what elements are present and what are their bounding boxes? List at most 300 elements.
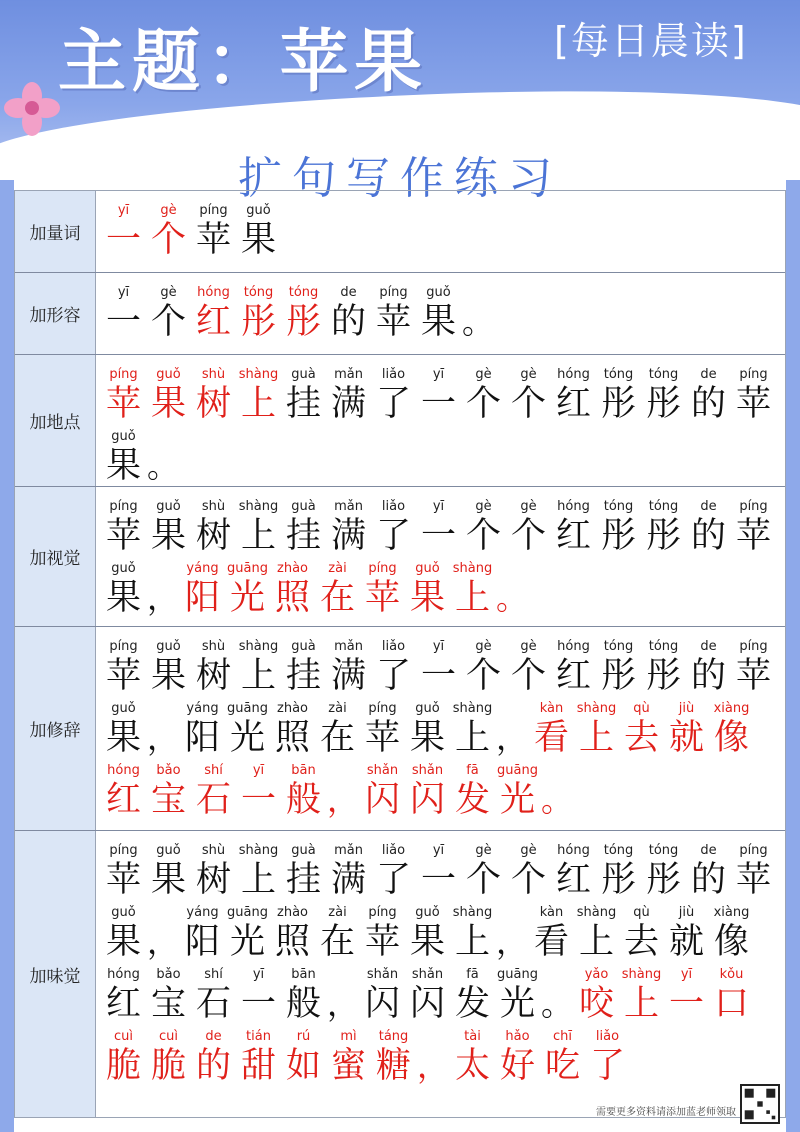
hanzi-cell: [551, 843, 596, 901]
pinyin: shǎn: [366, 967, 399, 982]
hanzi: 果: [409, 922, 445, 962]
hanzi-cell: [146, 285, 191, 343]
pinyin: yǎo: [584, 967, 609, 982]
pinyin: liǎo: [381, 367, 406, 382]
series-tag: [每日晨读]: [554, 19, 748, 63]
pinyin: hóng: [557, 843, 590, 858]
hanzi-cell: [236, 967, 281, 1025]
hanzi-cell: [371, 499, 416, 557]
hanzi: 苹: [735, 384, 771, 424]
hanzi-cell: [641, 499, 686, 557]
hanzi: 苹: [364, 718, 400, 758]
hanzi-cell: [416, 639, 461, 697]
hanzi-cell: [236, 639, 281, 697]
hanzi-cell: [281, 843, 326, 901]
hanzi-cell: [180, 561, 225, 619]
hanzi-cell: [416, 367, 461, 425]
hanzi: 一: [420, 656, 456, 696]
hanzi: 个: [150, 220, 186, 260]
hanzi: 的: [330, 302, 366, 342]
hanzi: 苹: [735, 516, 771, 556]
hanzi: 个: [465, 656, 501, 696]
hanzi-cell: [360, 701, 405, 759]
hanzi-cell: [146, 203, 191, 261]
hanzi-cell: [236, 285, 281, 343]
hanzi-cell: [450, 763, 495, 821]
pinyin: guà: [291, 639, 316, 654]
pinyin: de: [700, 843, 717, 858]
hanzi: 咬: [578, 984, 614, 1024]
hanzi: 发: [454, 780, 490, 820]
hanzi-cell: [236, 1029, 281, 1087]
pinyin: shàng: [452, 561, 493, 576]
pinyin: guāng: [227, 905, 268, 920]
text-line: [101, 1025, 779, 1087]
hanzi: 挂: [285, 516, 321, 556]
pinyin: jiù: [678, 905, 695, 920]
hanzi-cell: [416, 285, 461, 343]
pinyin: hóng: [557, 639, 590, 654]
hanzi-cell: [236, 763, 281, 821]
pinyin: shù: [201, 499, 226, 514]
pinyin: gè: [160, 203, 177, 218]
pinyin: hóng: [107, 763, 140, 778]
row-add-vision: [15, 487, 785, 627]
punctuation: [416, 1029, 450, 1087]
hanzi-cell: [326, 285, 371, 343]
pinyin: bān: [291, 763, 316, 778]
row-content: [101, 363, 779, 487]
pinyin: hóng: [197, 285, 230, 300]
pinyin: píng: [199, 203, 228, 218]
pinyin: guǒ: [415, 701, 440, 716]
hanzi-cell: [360, 967, 405, 1025]
pinyin: tài: [464, 1029, 481, 1044]
hanzi: 闪: [409, 780, 445, 820]
hanzi: 上: [454, 718, 490, 758]
hanzi: 。: [461, 303, 494, 341]
hanzi-cell: [146, 499, 191, 557]
pinyin: guǒ: [156, 499, 181, 514]
hanzi: 苹: [195, 220, 231, 260]
pinyin: de: [700, 639, 717, 654]
row-label: 加味觉: [15, 831, 96, 1117]
hanzi-cell: [585, 1029, 630, 1087]
row-label: 加量词: [15, 191, 96, 272]
hanzi-cell: [641, 639, 686, 697]
pinyin: yī: [252, 967, 265, 982]
pinyin: tóng: [243, 285, 274, 300]
pinyin: píng: [739, 367, 768, 382]
pinyin: guǒ: [111, 905, 136, 920]
hanzi-cell: [146, 1029, 191, 1087]
hanzi-cell: [281, 763, 326, 821]
hanzi-cell: [281, 499, 326, 557]
exercise-table: [14, 190, 786, 1118]
hanzi-cell: [450, 967, 495, 1025]
hanzi: 去: [623, 718, 659, 758]
pinyin: cuì: [114, 1029, 133, 1044]
hanzi-cell: [405, 763, 450, 821]
pinyin: shàng: [238, 843, 279, 858]
hanzi-cell: [461, 639, 506, 697]
row-content: [101, 635, 779, 821]
hanzi: 苹: [105, 656, 141, 696]
pinyin: guǒ: [415, 905, 440, 920]
pinyin: píng: [109, 639, 138, 654]
hanzi-cell: [236, 367, 281, 425]
hanzi: 光: [229, 578, 265, 618]
pinyin: yáng: [186, 701, 219, 716]
hanzi: 上: [454, 578, 490, 618]
hanzi: 。: [540, 781, 573, 819]
page-title: 主题：苹果: [58, 23, 429, 102]
hanzi-cell: [146, 763, 191, 821]
hanzi: 满: [330, 384, 366, 424]
hanzi-cell: [101, 1029, 146, 1087]
row-content: [101, 839, 779, 1087]
hanzi-cell: [315, 701, 360, 759]
pinyin: xiàng: [713, 905, 750, 920]
hanzi: 一: [105, 302, 141, 342]
pinyin: guāng: [497, 967, 538, 982]
hanzi-cell: [371, 367, 416, 425]
pinyin: guà: [291, 367, 316, 382]
pinyin: zhào: [277, 701, 308, 716]
hanzi: 上: [240, 384, 276, 424]
pinyin: liǎo: [381, 843, 406, 858]
hanzi: ，: [146, 719, 179, 757]
hanzi: 上: [454, 922, 490, 962]
pinyin: gè: [160, 285, 177, 300]
hanzi: 阳: [184, 922, 220, 962]
pinyin: tóng: [603, 639, 634, 654]
pinyin: shù: [201, 367, 226, 382]
pinyin: shǎn: [411, 967, 444, 982]
hanzi: 果: [150, 516, 186, 556]
hanzi: 挂: [285, 860, 321, 900]
right-border: [786, 180, 800, 1132]
hanzi: 口: [713, 984, 749, 1024]
hanzi-cell: [225, 905, 270, 963]
hanzi: 发: [454, 984, 490, 1024]
pinyin: shí: [204, 967, 223, 982]
pinyin: tóng: [603, 843, 634, 858]
hanzi-cell: [461, 367, 506, 425]
hanzi-cell: [315, 561, 360, 619]
hanzi-cell: [326, 367, 371, 425]
pinyin: kàn: [539, 905, 564, 920]
hanzi-cell: [596, 843, 641, 901]
hanzi-cell: [641, 367, 686, 425]
hanzi: 彤: [600, 860, 636, 900]
hanzi: 果: [150, 656, 186, 696]
hanzi: 苹: [105, 860, 141, 900]
hanzi-cell: [619, 905, 664, 963]
hanzi: 一: [420, 516, 456, 556]
text-line: [101, 839, 779, 901]
hanzi: 。: [540, 985, 573, 1023]
pinyin: mǎn: [334, 639, 363, 654]
pinyin: píng: [368, 701, 397, 716]
hanzi-cell: [596, 499, 641, 557]
hanzi-cell: [540, 1029, 585, 1087]
hanzi-cell: [686, 367, 731, 425]
hanzi: 个: [465, 384, 501, 424]
pinyin: shǎn: [411, 763, 444, 778]
pinyin: shí: [204, 763, 223, 778]
pinyin: gè: [475, 499, 492, 514]
pinyin: guāng: [227, 701, 268, 716]
hanzi: 照: [274, 578, 310, 618]
hanzi-cell: [191, 499, 236, 557]
text-line: [101, 281, 779, 343]
pinyin: tóng: [648, 367, 679, 382]
hanzi-cell: [326, 843, 371, 901]
hanzi: 红: [105, 984, 141, 1024]
hanzi: 个: [465, 860, 501, 900]
hanzi: 的: [690, 860, 726, 900]
hanzi-cell: [664, 967, 709, 1025]
hanzi-cell: [191, 285, 236, 343]
hanzi-cell: [326, 639, 371, 697]
hanzi: 苹: [364, 922, 400, 962]
hanzi: 的: [690, 384, 726, 424]
hanzi-cell: [596, 639, 641, 697]
hanzi: 树: [195, 656, 231, 696]
hanzi-cell: [529, 905, 574, 963]
hanzi: 脆: [150, 1046, 186, 1086]
hanzi: 个: [510, 516, 546, 556]
hanzi-cell: [450, 561, 495, 619]
row-add-measure-word: [15, 191, 785, 273]
pinyin: yī: [432, 367, 445, 382]
hanzi: 就: [668, 718, 704, 758]
hanzi: ，: [326, 781, 359, 819]
hanzi-cell: [371, 843, 416, 901]
hanzi-cell: [101, 639, 146, 697]
pinyin: píng: [109, 367, 138, 382]
pinyin: kǒu: [719, 967, 744, 982]
hanzi: 脆: [105, 1046, 141, 1086]
pinyin: tóng: [288, 285, 319, 300]
hanzi: 上: [240, 860, 276, 900]
pinyin: gè: [475, 639, 492, 654]
hanzi: 果: [105, 578, 141, 618]
pinyin: guǒ: [156, 843, 181, 858]
hanzi: 光: [229, 718, 265, 758]
pinyin: de: [700, 499, 717, 514]
hanzi-cell: [506, 367, 551, 425]
hanzi: 光: [499, 780, 535, 820]
hanzi-cell: [146, 967, 191, 1025]
pinyin: guǒ: [156, 367, 181, 382]
hanzi: 个: [465, 516, 501, 556]
hanzi: 树: [195, 516, 231, 556]
pinyin: shàng: [576, 905, 617, 920]
hanzi-cell: [101, 701, 146, 759]
hanzi: 上: [578, 922, 614, 962]
hanzi: 糖: [375, 1046, 411, 1086]
hanzi-cell: [225, 701, 270, 759]
hanzi: 果: [150, 860, 186, 900]
hanzi: 红: [555, 860, 591, 900]
hanzi: ，: [326, 985, 359, 1023]
hanzi: 个: [510, 860, 546, 900]
hanzi: 的: [690, 656, 726, 696]
hanzi: 一: [240, 780, 276, 820]
row-add-taste: [15, 831, 785, 1117]
hanzi: 满: [330, 860, 366, 900]
hanzi: ，: [146, 923, 179, 961]
hanzi-cell: [326, 499, 371, 557]
hanzi: 果: [105, 446, 141, 486]
hanzi: 石: [195, 984, 231, 1024]
pinyin: shàng: [452, 905, 493, 920]
pinyin: zài: [328, 701, 347, 716]
hanzi-cell: [101, 561, 146, 619]
hanzi-cell: [360, 905, 405, 963]
hanzi-cell: [270, 905, 315, 963]
pinyin: guǒ: [111, 701, 136, 716]
hanzi: 好: [499, 1046, 535, 1086]
text-line: [101, 901, 779, 963]
hanzi: 宝: [150, 984, 186, 1024]
hanzi-cell: [529, 701, 574, 759]
hanzi-cell: [731, 639, 776, 697]
hanzi: 的: [690, 516, 726, 556]
hanzi-cell: [596, 367, 641, 425]
hanzi: 苹: [375, 302, 411, 342]
pinyin: tóng: [603, 499, 634, 514]
hanzi-cell: [270, 561, 315, 619]
hanzi-cell: [360, 561, 405, 619]
pinyin: zài: [328, 561, 347, 576]
hanzi-cell: [641, 843, 686, 901]
hanzi: 吃: [544, 1046, 580, 1086]
hanzi-cell: [416, 499, 461, 557]
hanzi: 甜: [240, 1046, 276, 1086]
hanzi: 照: [274, 718, 310, 758]
hanzi: 挂: [285, 384, 321, 424]
hanzi-cell: [551, 499, 596, 557]
pinyin: shàng: [238, 499, 279, 514]
hanzi: 树: [195, 384, 231, 424]
hanzi-cell: [146, 367, 191, 425]
hanzi: 红: [555, 384, 591, 424]
hanzi-cell: [225, 561, 270, 619]
hanzi-cell: [101, 905, 146, 963]
pinyin: píng: [368, 561, 397, 576]
punctuation: [540, 763, 574, 821]
hanzi: 红: [555, 656, 591, 696]
hanzi: 红: [195, 302, 231, 342]
hanzi: 树: [195, 860, 231, 900]
hanzi-cell: [281, 639, 326, 697]
pinyin: yáng: [186, 561, 219, 576]
pinyin: bǎo: [156, 967, 181, 982]
hanzi-cell: [619, 701, 664, 759]
punctuation: [146, 905, 180, 963]
pinyin: liǎo: [381, 499, 406, 514]
hanzi-cell: [191, 639, 236, 697]
pinyin: de: [700, 367, 717, 382]
punctuation: [326, 967, 360, 1025]
text-line: [101, 425, 779, 487]
hanzi: 彤: [645, 516, 681, 556]
hanzi-cell: [191, 367, 236, 425]
hanzi-cell: [101, 285, 146, 343]
hanzi: 般: [285, 780, 321, 820]
pinyin: guǒ: [111, 561, 136, 576]
hanzi-cell: [101, 763, 146, 821]
hanzi-cell: [236, 203, 281, 261]
pinyin: gè: [475, 367, 492, 382]
hanzi: 一: [240, 984, 276, 1024]
hanzi: 苹: [735, 860, 771, 900]
hanzi: 红: [555, 516, 591, 556]
hanzi-cell: [495, 763, 540, 821]
row-label: 加视觉: [15, 487, 96, 626]
pinyin: guǒ: [415, 561, 440, 576]
pinyin: hóng: [107, 967, 140, 982]
hanzi-cell: [101, 367, 146, 425]
hanzi: 上: [578, 718, 614, 758]
pinyin: liǎo: [381, 639, 406, 654]
hanzi: 彤: [600, 384, 636, 424]
hanzi: 苹: [105, 384, 141, 424]
hanzi: 个: [150, 302, 186, 342]
punctuation: [495, 701, 529, 759]
hanzi: 在: [319, 922, 355, 962]
pinyin: guǒ: [426, 285, 451, 300]
hanzi-cell: [450, 701, 495, 759]
hanzi: 上: [623, 984, 659, 1024]
hanzi-cell: [619, 967, 664, 1025]
pinyin: chī: [553, 1029, 572, 1044]
hanzi: 果: [150, 384, 186, 424]
hanzi: 个: [510, 656, 546, 696]
text-line: [101, 759, 779, 821]
hanzi-cell: [551, 367, 596, 425]
text-line: [101, 635, 779, 697]
pinyin: yī: [117, 203, 130, 218]
pinyin: de: [205, 1029, 222, 1044]
row-label: 加修辞: [15, 627, 96, 830]
hanzi-cell: [574, 701, 619, 759]
pinyin: yī: [117, 285, 130, 300]
hanzi: 彤: [600, 516, 636, 556]
hanzi-cell: [506, 639, 551, 697]
pinyin: hóng: [557, 499, 590, 514]
pinyin: guǒ: [156, 639, 181, 654]
hanzi: 彤: [645, 656, 681, 696]
hanzi-cell: [191, 763, 236, 821]
hanzi: 果: [105, 718, 141, 758]
punctuation: [495, 905, 529, 963]
hanzi: 照: [274, 922, 310, 962]
pinyin: tián: [246, 1029, 271, 1044]
pinyin: gè: [520, 639, 537, 654]
pinyin: shàng: [576, 701, 617, 716]
hanzi: 蜜: [330, 1046, 366, 1086]
hanzi: 上: [240, 656, 276, 696]
hanzi-cell: [731, 499, 776, 557]
pinyin: píng: [109, 843, 138, 858]
hanzi: 果: [409, 578, 445, 618]
hanzi-cell: [315, 905, 360, 963]
row-label: 加地点: [15, 355, 96, 486]
